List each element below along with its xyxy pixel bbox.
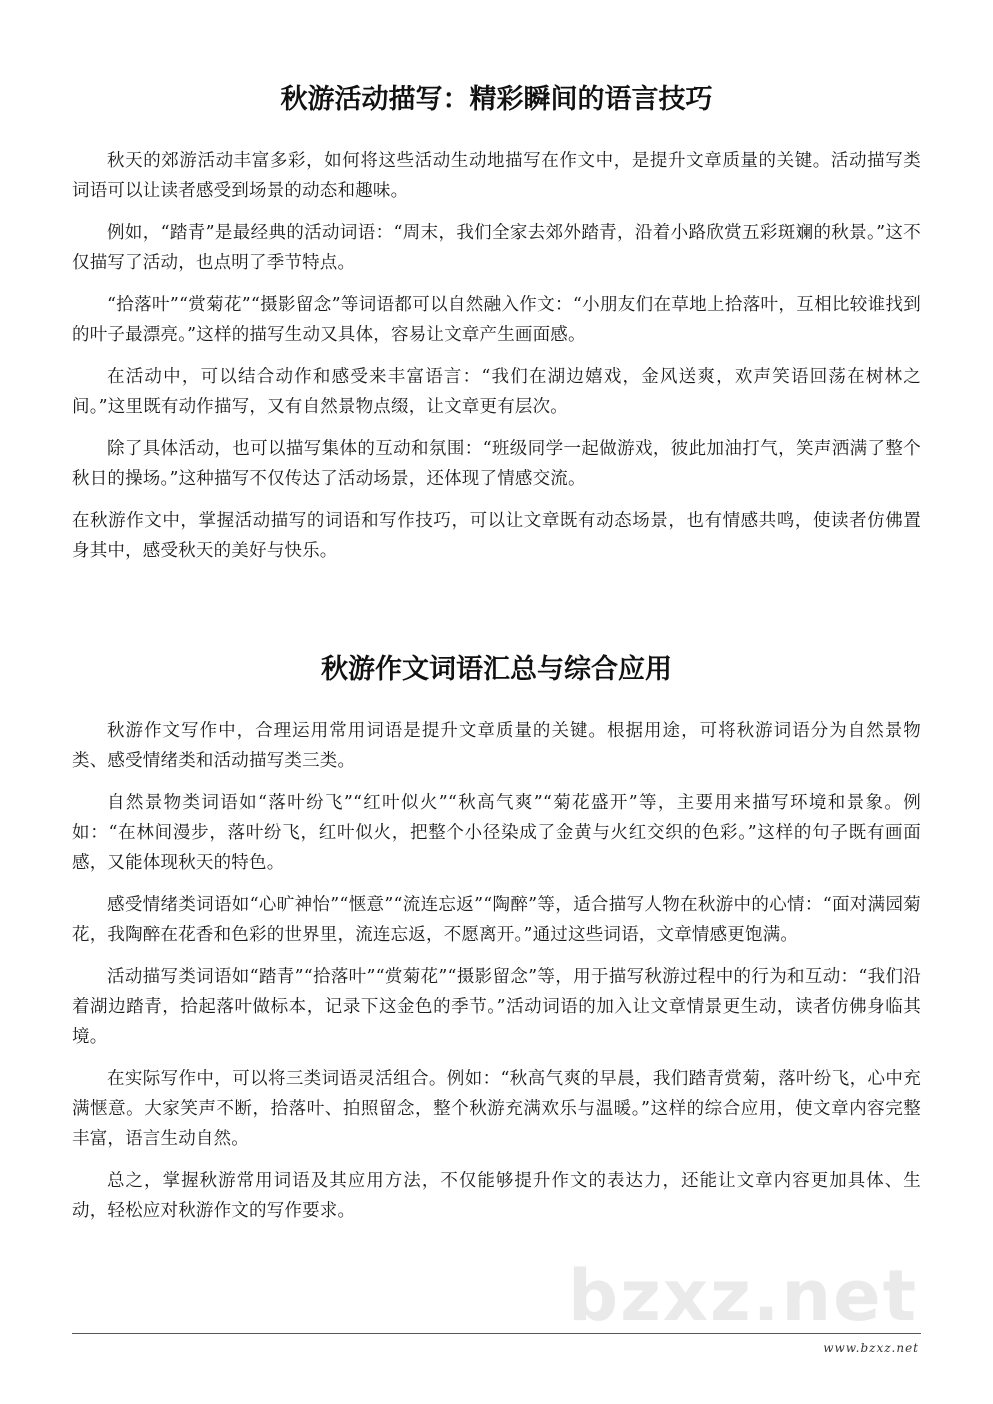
footer-divider (72, 1333, 921, 1334)
paragraph: 在实际写作中，可以将三类词语灵活组合。例如：“秋高气爽的早晨，我们踏青赏菊，落叶纷飞，心中充满惬意。大家笑声不断，拾落叶、拍照留念，整个秋游充满欢乐与温暖。”这样的综合应用，使文章内容完整丰富，语言生动自然。 (72, 1069, 921, 1149)
paragraph: 在秋游作文中，掌握活动描写的词语和写作技巧，可以让文章既有动态场景，也有情感共鸣，使读者仿佛置身其中，感受秋天的美好与快乐。 (72, 511, 921, 561)
paragraph: 秋游作文写作中，合理运用常用词语是提升文章质量的关键。根据用途，可将秋游词语分为自然景物类、感受情绪类和活动描写类三类。 (72, 721, 921, 771)
watermark: bzxz.net (568, 1255, 919, 1337)
paragraph: 在活动中，可以结合动作和感受来丰富语言：“我们在湖边嬉戏，金风送爽，欢声笑语回荡在树林之间。”这里既有动作描写，又有自然景物点缀，让文章更有层次。 (72, 367, 921, 417)
section-title: 秋游作文词语汇总与综合应用 (321, 654, 672, 685)
paragraph: 除了具体活动，也可以描写集体的互动和氛围：“班级同学一起做游戏，彼此加油打气，笑声洒满了整个秋日的操场。”这种描写不仅传达了活动场景，还体现了情感交流。 (72, 439, 921, 489)
footer-url: www.bzxz.net (823, 1341, 919, 1355)
paragraph: 活动描写类词语如“踏青”“拾落叶”“赏菊花”“摄影留念”等，用于描写秋游过程中的行为和互动：“我们沿着湖边踏青，拾起落叶做标本，记录下这金色的季节。”活动词语的加入让文章情景更生动，读者仿佛身临其境。 (72, 967, 921, 1047)
section-vocabulary-summary (72, 650, 921, 1226)
paragraph: 秋天的郊游活动丰富多彩，如何将这些活动生动地描写在作文中，是提升文章质量的关键。活动描写类词语可以让读者感受到场景的动态和趣味。 (72, 151, 921, 201)
paragraph: “拾落叶”“赏菊花”“摄影留念”等词语都可以自然融入作文：“小朋友们在草地上拾落叶，互相比较谁找到的叶子最漂亮。”这样的描写生动又具体，容易让文章产生画面感。 (72, 295, 921, 345)
paragraph: 总之，掌握秋游常用词语及其应用方法，不仅能够提升作文的表达力，还能让文章内容更加具体、生动，轻松应对秋游作文的写作要求。 (72, 1171, 921, 1221)
paragraph: 例如，“踏青”是最经典的活动词语：“周末，我们全家去郊外踏青，沿着小路欣赏五彩斑斓的秋景。”这不仅描写了活动，也点明了季节特点。 (72, 223, 921, 273)
document-page (72, 80, 921, 1238)
paragraph: 感受情绪类词语如“心旷神怡”“惬意”“流连忘返”“陶醉”等，适合描写人物在秋游中的心情：“面对满园菊花，我陶醉在花香和色彩的世界里，流连忘返，不愿离开。”通过这些词语，文章情感更饱满。 (72, 895, 921, 945)
section-title: 秋游活动描写：精彩瞬间的语言技巧 (280, 84, 713, 115)
paragraph: 自然景物类词语如“落叶纷飞”“红叶似火”“秋高气爽”“菊花盛开”等，主要用来描写环境和景象。例如：“在林间漫步，落叶纷飞，红叶似火，把整个小径染成了金黄与火红交织的色彩。”这样的句子既有画面感，又能体现秋天的特色。 (72, 793, 921, 873)
section-activity-description (72, 80, 921, 566)
